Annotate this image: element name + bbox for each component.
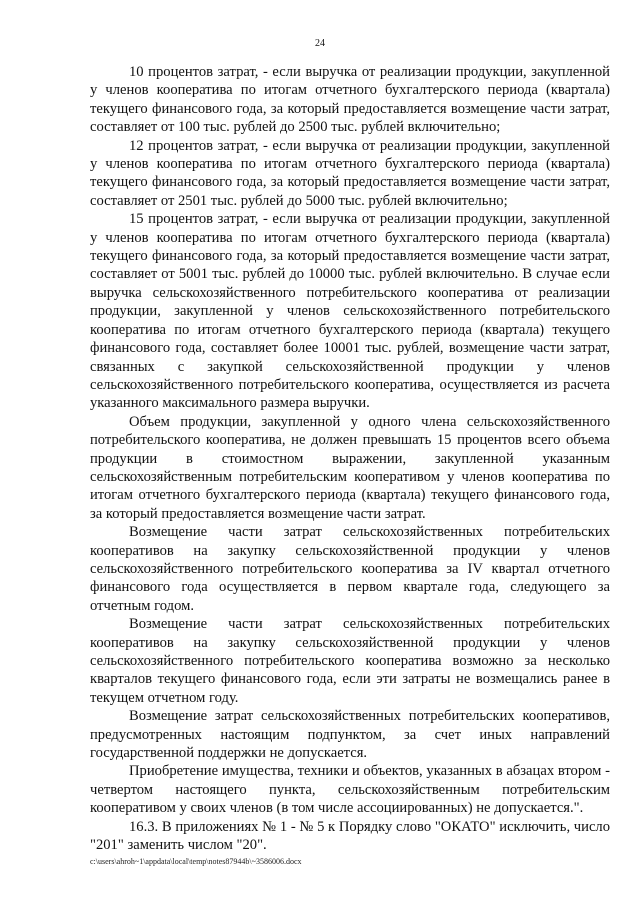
paragraph-property-acquisition: Приобретение имущества, техники и объектов, указанных в абзацах втором - четвертом настоящего пункта, сельскохозяйственным потребительским кооперативом у своих членов (в том числе ассоциированных) не допускается.". — [90, 763, 610, 817]
paragraph-no-double-support: Возмещение затрат сельскохозяйственных потребительских кооперативов, предусмотренных настоящим подпунктом, за счет иных направлений государственной поддержки не допускается. — [90, 708, 610, 762]
paragraph-12-percent: 12 процентов затрат, - если выручка от реализации продукции, закупленной у членов кооператива по итогам отчетного бухгалтерского периода (квартала) текущего финансового года, за который предоставляется возмещение части затрат, составляет от 2501 тыс. рублей до 5000 тыс. рублей включительно; — [90, 137, 610, 209]
page-number: 24 — [315, 38, 325, 49]
paragraph-member-volume-limit: Объем продукции, закупленной у одного члена сельскохозяйственного потребительского кооператива, не должен превышать 15 процентов всего объема продукции в стоимостном выражении, закупленной указанным сельскохозяйственным потребительским кооперативом у членов кооператива по итогам отчетного бухгалтерского периода (квартала) текущего финансового года, за который предоставляется возмещение части затрат. — [90, 413, 610, 522]
paragraph-q4-reimbursement: Возмещение части затрат сельскохозяйственных потребительских кооперативов на закупку сельскохозяйственной продукции у членов сельскохозяйственного потребительского кооператива за IV квартал отчетного финансового года осуществляется в первом квартале года, следующего за отчетным годом. — [90, 524, 610, 614]
paragraph-15-percent: 15 процентов затрат, - если выручка от реализации продукции, закупленной у членов кооператива по итогам отчетного бухгалтерского периода (квартала) текущего финансового года, за который предоставляется возмещение части затрат, составляет от 5001 тыс. рублей до 10000 тыс. рублей включительно. В случае если выручка сельскохозяйственного потребительского кооператива от реализации продукции, закупленной у членов сельскохозяйственного потребительского кооператива по итогам отчетного бухгалтерского периода (квартала) текущего финансового года, составляет более 10001 тыс. рублей, возмещение части затрат, связанных с закупкой сельскохозяйственной продукции у членов сельскохозяйственного потребительского кооператива, осуществляется из расчета указанного максимального размера выручки. — [90, 211, 610, 412]
paragraph-16-3: 16.3. В приложениях № 1 - № 5 к Порядку слово "ОКАТО" исключить, число "201" заменить числом "20". — [90, 818, 610, 854]
footer-file-path: c:\users\ahroh~1\appdata\local\temp\notes87944b\~3586006.docx — [90, 857, 302, 866]
paragraph-10-percent: 10 процентов затрат, - если выручка от реализации продукции, закупленной у членов кооператива по итогам отчетного бухгалтерского периода (квартала) текущего финансового года, за который предоставляется возмещение части затрат, составляет от 100 тыс. рублей до 2500 тыс. рублей включительно; — [90, 64, 610, 136]
paragraph-multi-quarter: Возмещение части затрат сельскохозяйственных потребительских кооперативов на закупку сельскохозяйственной продукции у членов сельскохозяйственного потребительского кооператива возможно за несколько кварталов текущего финансового года, если эти затраты не возмещались ранее в текущем отчетном году. — [90, 616, 610, 706]
document-body — [90, 63, 610, 854]
